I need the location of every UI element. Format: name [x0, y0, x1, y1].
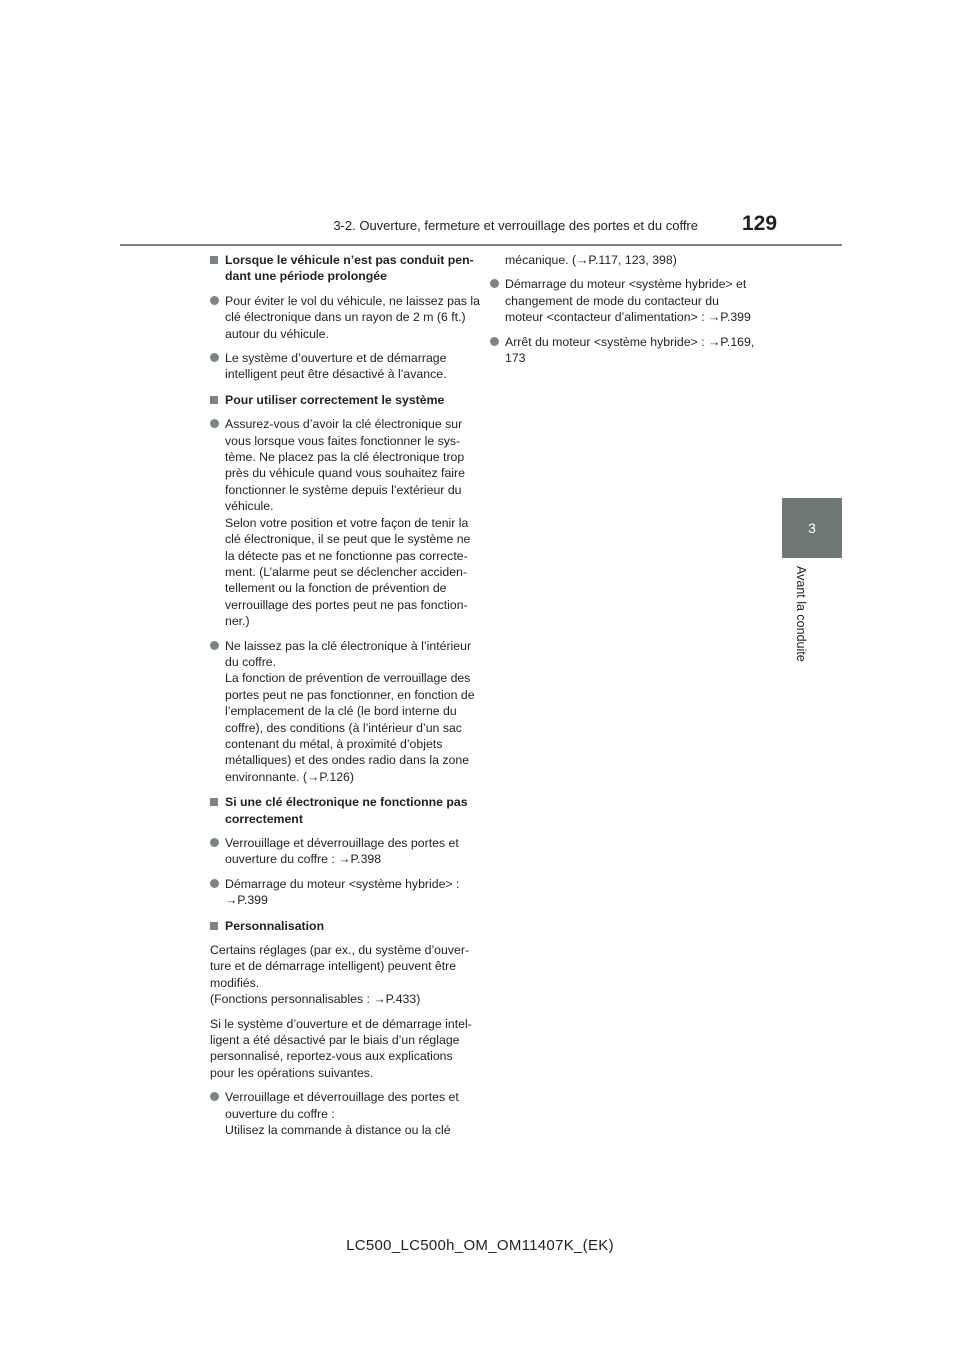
- circle-bullet-icon: [210, 1092, 219, 1101]
- circle-bullet-icon: [210, 879, 219, 888]
- circle-bullet-icon: [490, 337, 499, 346]
- bullet-item: Ne laissez pas la clé électronique à l’intérieur du coffre. La fonction de prévention de verrouillage des portes peut ne pas fonctionner, en fonction de l’emplacement de la clé (le bord interne du coffre), des conditions (à l’intérieur d’un sac contenant du métal, à proximité d’objets métalliques) et des ondes radio dans la zone environnante. (→P.126): [210, 638, 472, 786]
- document-code-footer: LC500_LC500h_OM_OM11407K_(EK): [346, 1237, 614, 1254]
- circle-bullet-icon: [210, 296, 219, 305]
- right-column: [490, 252, 760, 366]
- header-divider: [120, 244, 842, 246]
- circle-bullet-icon: [210, 641, 219, 650]
- chapter-label: Avant la conduite: [794, 566, 808, 662]
- bullet-item: Pour éviter le vol du véhicule, ne laissez pas la clé électronique dans un rayon de 2 m (6 ft.) autour du véhicule.: [210, 293, 472, 342]
- heading-long-period: Lorsque le véhicule n’est pas conduit pen- dant une période prolongée: [210, 252, 472, 285]
- left-column: [210, 252, 480, 1139]
- section-title: 3-2. Ouverture, fermeture et verrouillage des portes et du coffre: [333, 218, 698, 233]
- heading-key-not-working: Si une clé électronique ne fonctionne pas correctement: [210, 794, 472, 827]
- heading-correct-use: Pour utiliser correctement le système: [210, 392, 472, 408]
- circle-bullet-icon: [210, 353, 219, 362]
- circle-bullet-icon: [210, 419, 219, 428]
- heading-customization: Personnalisation: [210, 918, 472, 934]
- circle-bullet-icon: [490, 279, 499, 288]
- paragraph: Certains réglages (par ex., du système d’ouver- ture et de démarrage intelligent) peuvent être modifiés. (Fonctions personnalisables : →P.433): [210, 943, 470, 1007]
- bullet-item: Assurez-vous d’avoir la clé électronique sur vous lorsque vous faites fonctionner le sys- tème. Ne placez pas la clé électronique trop près du véhicule quand vous souhaitez faire fonctionner le système depuis l’extérieur du véhicule. Selon votre position et votre façon de tenir la clé électronique, il se peut que le système ne la détecte pas et ne fonctionne pas correcte- ment. (L’alarme peut se déclencher acciden- tellement ou la fonction de prévention de verrouillage des portes peut ne pas fonction- ner.): [210, 416, 472, 629]
- bullet-item: Le système d’ouverture et de démarrage intelligent peut être désactivé à l’avance.: [210, 350, 472, 383]
- square-bullet-icon: [210, 396, 218, 404]
- bullet-item: Arrêt du moteur <système hybride> : →P.169, 173: [490, 334, 760, 367]
- bullet-continuation: mécanique. (→P.117, 123, 398): [505, 253, 677, 267]
- square-bullet-icon: [210, 798, 218, 806]
- page-header: [0, 0, 960, 250]
- bullet-item: Verrouillage et déverrouillage des portes et ouverture du coffre : Utilisez la commande à distance ou la clé: [210, 1089, 472, 1138]
- bullet-item: Démarrage du moteur <système hybride> : →P.399: [210, 876, 472, 909]
- bullet-item: Verrouillage et déverrouillage des portes et ouverture du coffre : →P.398: [210, 835, 472, 868]
- bullet-item: Démarrage du moteur <système hybride> et changement de mode du contacteur du moteur <contacteur d’alimentation> : →P.399: [490, 276, 760, 325]
- circle-bullet-icon: [210, 838, 219, 847]
- square-bullet-icon: [210, 256, 218, 264]
- chapter-tab: [782, 498, 842, 558]
- chapter-number: 3: [808, 520, 816, 536]
- page-number: 129: [742, 212, 778, 235]
- square-bullet-icon: [210, 922, 218, 930]
- paragraph: Si le système d’ouverture et de démarrage intel- ligent a été désactivé par le biais d’un réglage personnalisé, reportez-vous aux explications pour les opérations suivantes.: [210, 1016, 472, 1080]
